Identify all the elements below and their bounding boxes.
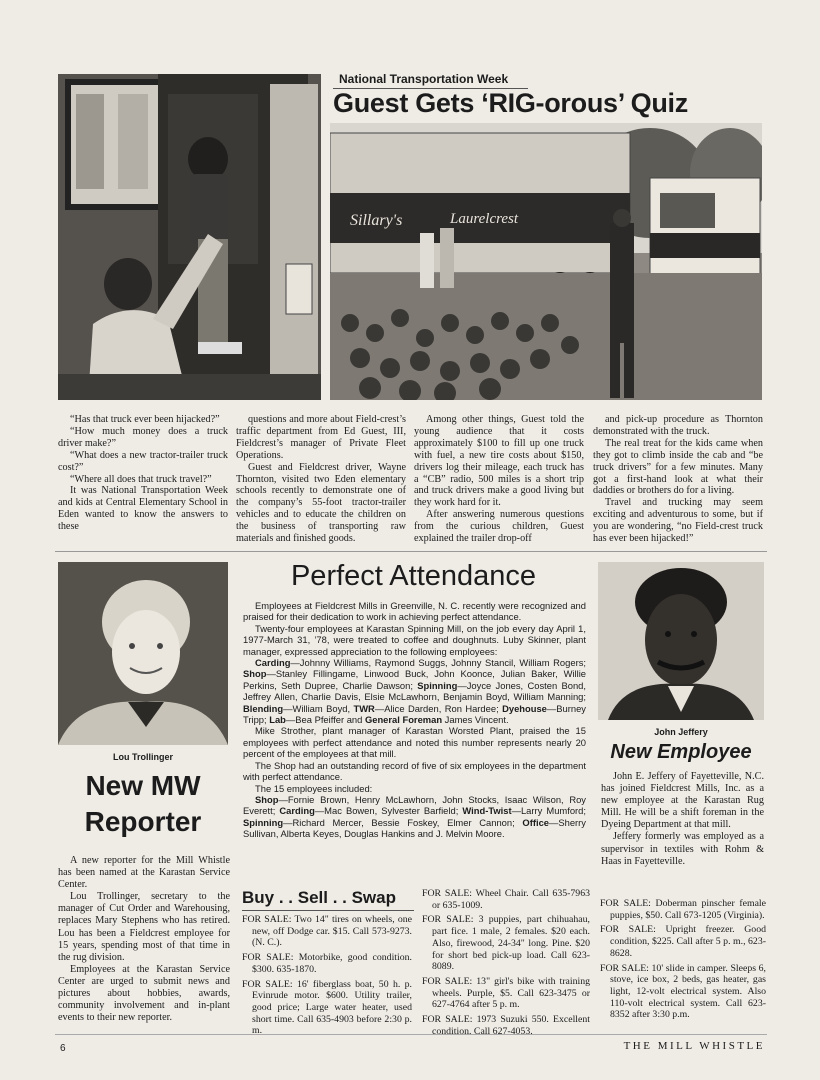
reporter-headline-line2: Reporter: [84, 806, 202, 837]
department-label: Lab: [269, 714, 286, 726]
employee-headline: New Employee: [610, 741, 752, 763]
trailer-lettering-1: Sillary's: [350, 212, 403, 229]
classified-ad: FOR SALE: 16' fiberglass boat, 50 h. p. Evinrude motor. $600. Utility trailer, good price; Large water heater, used short time. Call 635-4903 before 2:30 p. m.: [242, 978, 412, 1037]
story-paragraph: A new reporter for the Mill Whistle has been named at the Karastan Service Center.: [58, 855, 230, 891]
story-paragraph: After answering numerous questions from the curious children, Guest explained the trailer drop-off: [414, 509, 584, 545]
classifieds-rule: [242, 910, 414, 911]
employee-names: —Burney Tripp;: [243, 702, 586, 726]
employee-story-body: [601, 771, 764, 868]
story-paragraph: Mike Strother, plant manager of Karastan Worsted Plant, praised the 15 employees with perfect attendance and noted this number represents nearly 20 percent of the employees at that mill.: [243, 725, 586, 760]
employee-names: —William Boyd,: [283, 702, 354, 714]
classified-ad: FOR SALE: Wheel Chair. Call 635-7963 or 635-1009.: [422, 888, 590, 911]
story-paragraph: Employees at the Karastan Service Center are urged to submit news and pictures about hobbies, awards, community involvement and in-plant events to their new reporter.: [58, 963, 230, 1024]
top-story-column-3: [414, 414, 584, 545]
employee-names: —Joyce Jones, Costen Bond, Jeffrey Allen, Charlie Davis, Elsie McLawhorn, Benjamin Boyd, William Manning;: [243, 679, 586, 703]
classified-ad: FOR SALE: 13" girl's bike with training wheels. Purple, $5. Call 623-3475 or 627-4764 after 5 p. m.: [422, 975, 590, 1011]
top-story-column-4: [593, 414, 763, 545]
classified-ad: FOR SALE: Upright freezer. Good condition, $225. Call after 5 p. m., 623-8628.: [600, 924, 766, 959]
employee-names: —Larry Mumford;: [511, 805, 586, 817]
department-label: Wind-Twist: [462, 805, 512, 817]
story-paragraph: Lou Trollinger, secretary to the manager of Cut Order and Warehousing, replaces Mary Stephens who has retired. Lou has been a Fieldcrest employee for 15 years, spending most of that time in the rug division.: [58, 891, 230, 963]
department-label: Carding: [279, 805, 315, 817]
reporter-headline-line1: New MW: [85, 770, 201, 801]
classified-ad: FOR SALE: 1973 Suzuki 550. Excellent condition. Call 627-4053.: [422, 1014, 590, 1037]
story-kicker: National Transportation Week: [339, 72, 509, 86]
classifieds-headline: Buy . . Sell . . Swap: [242, 888, 396, 907]
classified-ad: FOR SALE: Motorbike, good condition. $300. 635-1870.: [242, 952, 412, 975]
classifieds-column-3: [600, 898, 766, 1024]
department-label: Blending: [243, 702, 284, 714]
photo-truck-cab: [58, 74, 321, 400]
employee-names: —Mac Bowen, Sylvester Barfield;: [314, 805, 463, 817]
photo-caption-jeffery: John Jeffery: [654, 727, 708, 737]
page-number: 6: [60, 1043, 66, 1054]
photo-caption-lou: Lou Trollinger: [113, 752, 173, 762]
story-paragraph: Guest and Fieldcrest driver, Wayne Thornton, visited two Eden elementary schools recently to demonstrate one of the company’s 55-foot tractor-trailer vehicles and to educate the children on the business of transporting raw materials and finished goods.: [236, 461, 406, 545]
story-paragraph: Among other things, Guest told the young audience that it costs approximately $100 to fill up one truck with fuel, a new tire costs about $150, drivers log their mileage, each truck has a “CB” radio, 500 miles is a short trip and truck drivers make a good living but they work hard for it.: [414, 414, 584, 509]
story-paragraph: The 15 employees included:: [255, 782, 373, 794]
employee-names: —Alice Darden, Ron Hardee;: [374, 702, 503, 714]
story-paragraph: “What does a new tractor-trailer truck cost?”: [58, 449, 228, 473]
employee-names: —Fornie Brown, Henry McLawhorn, John Stocks, Isaac Wilson, Roy Everett;: [243, 793, 586, 817]
department-label: Dyehouse: [502, 702, 547, 714]
trailer-lettering-2: Laurelcrest: [450, 211, 519, 227]
employee-names: —Johnny Williams, Raymond Suggs, Johnny Stancil, William Rogers;: [290, 657, 586, 669]
department-label: Spinning: [243, 816, 284, 828]
department-label: Carding: [255, 657, 291, 669]
top-story-column-1: [58, 414, 228, 533]
story-paragraph: The Shop had an outstanding record of five of six employees in the department with perfect attendance.: [243, 759, 586, 783]
spinning-mill-employee-list: [243, 657, 586, 725]
story-paragraph: John E. Jeffery of Fayetteville, N.C. has joined Fieldcrest Mills, Inc. as a new employee at the Karastan Rug Mill. He will be a shift foreman in the Dyeing Department at that mill.: [601, 771, 764, 831]
story-paragraph: Employees at Fieldcrest Mills in Greenville, N. C. recently were recognized and praised for their dedication to work in achieving perfect attendance.: [243, 600, 586, 623]
department-label: Shop: [255, 793, 279, 805]
story-paragraph: “Where all does that truck travel?”: [70, 473, 212, 485]
photo-lou-trollinger: [58, 562, 228, 745]
story-paragraph: It was National Transportation Week and kids at Central Elementary School in Eden wanted to know the answers to these: [58, 485, 228, 533]
story-paragraph: and pick-up procedure as Thornton demonstrated with the truck.: [593, 414, 763, 437]
attendance-headline: Perfect Attendance: [290, 560, 537, 592]
employee-names: James Vincent.: [442, 714, 509, 726]
department-label: TWR: [353, 702, 375, 714]
employee-names: —Bea Pfeiffer and: [285, 714, 365, 726]
story-paragraph: Twenty-four employees at Karastan Spinning Mill, on the job every day April 1, 1977-March 31, ’78, were treated to coffee and doughnuts. Luby Skinner, plant manager, expressed appreciation to the following employees:: [243, 622, 586, 657]
story-paragraph: Jeffery formerly was employed as a supervisor in textiles with Rohm & Haas in Fayetteville.: [601, 831, 764, 867]
photo-trailer-and-children: [330, 123, 762, 400]
reporter-story-body: [58, 855, 230, 1024]
story-paragraph: questions and more about Field-crest’s traffic department from Ed Guest, III, Fieldcrest’s manager of Private Fleet Operations.: [236, 414, 406, 461]
top-story-column-2: [236, 414, 406, 545]
classifieds-column-1: [242, 914, 412, 1040]
classified-ad: FOR SALE: 3 puppies, part chihuahau, part fice. 1 male, 2 females. $20 each. Also, firewood, 24-34" long. Pine. $20 for short bed pick-up load. Call 623-8089.: [422, 914, 590, 973]
photo-john-jeffery: [598, 562, 764, 720]
department-label: Office: [522, 816, 549, 828]
story-paragraph: Travel and trucking may seem exciting and adventurous to some, but if you are wondering, “no Field-crest truck has ever been hijacked!”: [593, 497, 763, 545]
story-paragraph: “How much money does a truck driver make?”: [58, 425, 228, 449]
employee-names: —Sherry Sullivan, Alberta Keyes, Douglas Hankins and J. Melvin Moore.: [243, 816, 586, 840]
classified-ad: FOR SALE: Doberman pinscher female puppies, $50. Call 673-1205 (Virginia).: [600, 898, 766, 921]
classified-ad: FOR SALE: 10' slide in camper. Sleeps 6, stove, ice box, 2 beds, gas heater, gas light, 12-volt electrical system. Also 110-volt electrical system. Call 623-8352 after 3:30 p.m.: [600, 962, 766, 1021]
department-label: Shop: [243, 668, 267, 680]
story-headline: Guest Gets ‘RIG-orous’ Quiz: [333, 88, 688, 118]
department-label: Spinning: [417, 679, 458, 691]
employee-names: —Richard Mercer, Bessie Foskey, Elmer Cannon;: [283, 816, 523, 828]
department-label: General Foreman: [364, 714, 443, 726]
publication-name: THE MILL WHISTLE: [623, 1040, 765, 1052]
classified-ad: FOR SALE: Two 14" tires on wheels, one new, off Dodge car. $15. Call 573-9273. (N. C.).: [242, 914, 412, 949]
classifieds-column-2: [422, 888, 590, 1040]
story-paragraph: “Has that truck ever been hijacked?”: [70, 414, 220, 425]
worsted-plant-employee-list: [243, 794, 586, 840]
attendance-story-body: [243, 600, 586, 840]
employee-names: —Stanley Fillingame, Linwood Buck, John Koonce, Julian Baker, Willie Perkins, Seth Dupree, Charlie Dawson;: [243, 668, 586, 691]
story-paragraph: The real treat for the kids came when they got to climb inside the cab and “be truck drivers” for a few minutes. Many got a first-hand look at what their daddies or brothers do for a living.: [593, 437, 763, 497]
section-divider: [55, 551, 767, 552]
footer-rule: [55, 1034, 767, 1035]
